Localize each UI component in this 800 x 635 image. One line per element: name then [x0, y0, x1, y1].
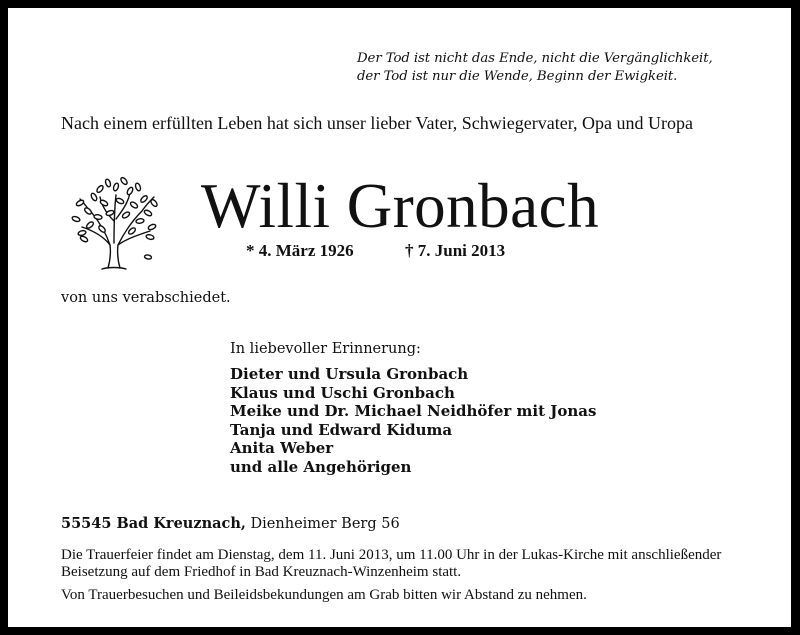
address-city: 55545 Bad Kreuznach, [61, 515, 246, 532]
tree-icon [64, 173, 164, 273]
farewell-text: von uns verabschiedet. [61, 290, 231, 306]
mourner: Anita Weber [230, 439, 334, 458]
mourners-list [230, 365, 596, 477]
motto-line: Der Tod ist nicht das Ende, nicht die Vergänglichkeit, [357, 51, 713, 66]
intro-text: Nach einem erfüllten Leben hat sich unser lieber Vater, Schwiegervater, Opa und Uropa [61, 113, 693, 133]
motto-line: der Tod ist nur die Wende, Beginn der Ewigkeit. [357, 69, 678, 84]
motto-quote [357, 50, 713, 86]
birth-date: * 4. März 1926 [246, 241, 354, 260]
mourner: Dieter und Ursula Gronbach [230, 365, 469, 383]
condolence-note: Von Trauerbesuchen und Beileidsbekundungen am Grab bitten wir Abstand zu nehmen. [61, 587, 587, 603]
family-address [61, 515, 400, 532]
memory-label: In liebevoller Erinnerung: [230, 341, 421, 357]
mourner: Meike und Dr. Michael Neidhöfer mit Jonas [230, 402, 597, 421]
funeral-service-info: Die Trauerfeier findet am Dienstag, dem 11. Juni 2013, um 11.00 Uhr in der Lukas-Kirche mit anschließender Beisetzung auf dem Friedhof in Bad Kreuznach-Winzenheim statt. [61, 547, 722, 580]
mourner: und alle Angehörigen [230, 457, 412, 476]
death-date: † 7. Juni 2013 [405, 241, 506, 260]
address-street: Dienheimer Berg 56 [250, 516, 400, 532]
mourner: Tanja und Edward Kiduma [230, 420, 453, 439]
mourner: Klaus und Uschi Gronbach [230, 383, 455, 402]
deceased-name: Willi Gronbach [201, 171, 600, 241]
obituary-notice [8, 8, 791, 627]
